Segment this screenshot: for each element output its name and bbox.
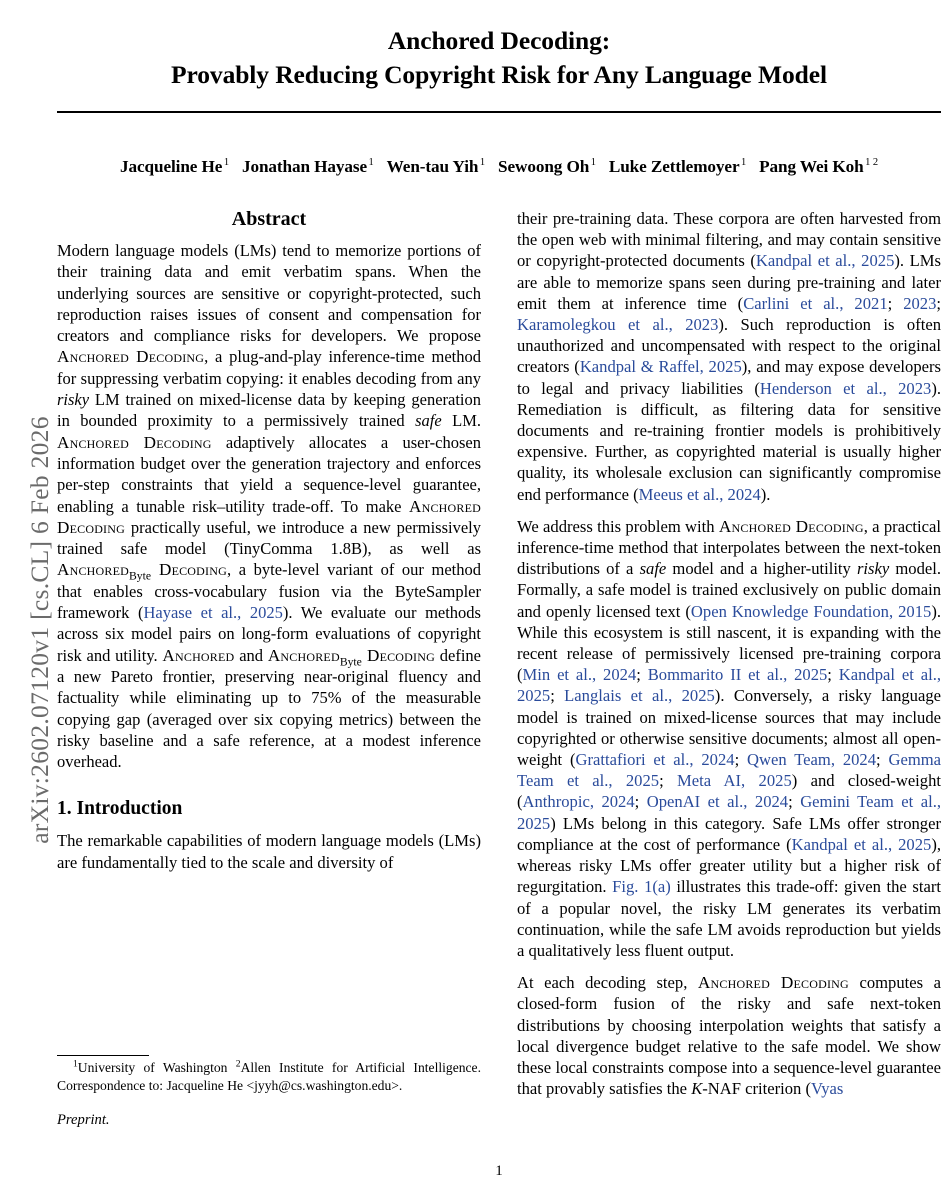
abstract-text: Modern language models (LMs) tend to memorize portions of their training data and emit verbatim spans. When the underlying sources are sensitive or copyright-protected, such reproduction raises issues of consent and compensation for creators and compliance risks for developers. We propose xyxy=(57,241,481,346)
right-column xyxy=(517,208,941,1168)
paper-title-line-1: Anchored Decoding: xyxy=(387,26,611,55)
author-name: Jonathan Hayase xyxy=(241,157,368,176)
method-name-anchored-byte xyxy=(57,560,227,583)
author-entry xyxy=(498,157,596,176)
method-name-anchored: Anchored xyxy=(162,645,235,665)
footnote-divider xyxy=(57,1055,149,1056)
author-name: Pang Wei Koh xyxy=(759,157,864,176)
intro-text: ). Remediation is difficult, as filtering data for sensitive documents and re-training frontier models is prohibitively expensive. Further, as copyrighted material is usually higher quality, its wholesale exclusion can significantly compromise end performance ( xyxy=(517,378,941,504)
left-column xyxy=(57,208,481,1168)
footnote-mark-1: 1 xyxy=(73,1058,78,1070)
citation-link[interactable]: Vyas xyxy=(811,1079,844,1099)
intro-text: ; xyxy=(887,293,904,313)
citation-link[interactable]: Meeus et al., 2024 xyxy=(638,484,761,504)
abstract-heading: Abstract xyxy=(231,208,307,230)
author-affiliation-mark: 1 xyxy=(590,157,596,169)
intro-text: ; xyxy=(634,792,647,812)
method-name-anchored-decoding: Anchored Decoding xyxy=(57,496,481,537)
title-block xyxy=(57,0,941,113)
abstract-text: , a byte-level variant of our method that enables cross-vocabulary fusion via the ByteSampler framework ( xyxy=(57,560,481,623)
method-name-anchored-decoding: Anchored Decoding xyxy=(57,347,205,367)
citation-link[interactable]: Kandpal et al., 2025 xyxy=(791,834,932,854)
footnote-affiliation-1: University xyxy=(77,1060,136,1075)
abstract-text: practically useful, we introduce a new permissively trained safe model (TinyComma 1.8B), as well as xyxy=(57,517,481,559)
intro-text: ). xyxy=(760,484,771,504)
author-affiliation-mark: 1 xyxy=(479,157,486,169)
math-symbol-k: K xyxy=(691,1079,703,1099)
author-list xyxy=(57,157,941,177)
method-name-text: Anchored xyxy=(57,560,129,580)
intro-text: ). Such reproduction is often unauthorized and uncompensated with respect to the original creators ( xyxy=(517,315,941,377)
abstract-text: LM trained on mixed-license data by keeping generation in bounded proximity to a permissively trained xyxy=(57,390,481,431)
citation-link[interactable]: Langlais et al., 2025 xyxy=(564,686,715,706)
citation-link[interactable]: Henderson et al., 2023 xyxy=(759,378,932,398)
intro-text: their pre-training data. These corpora are often harvested from the open web with minimal filtering, and may contain sensitive or copyright-protected documents ( xyxy=(517,209,941,271)
method-name-anchored-decoding: Anchored Decoding xyxy=(697,973,849,993)
footnote-mark-2: 2 xyxy=(235,1058,241,1070)
intro-text: The remarkable capabilities of modern language models (LMs) are fundamentally tied to the scale and diversity of xyxy=(57,831,481,872)
intro-text: ). Conversely, a risky language model is trained on mixed-license sources that may include copyrighted or otherwise sensitive documents; almost all open-weight ( xyxy=(517,686,941,770)
section-heading-introduction: 1. Introduction xyxy=(57,798,183,820)
abstract-paragraph xyxy=(57,240,481,772)
method-name-text: Anchored xyxy=(267,645,340,665)
author-name: Wen-tau Yih xyxy=(386,157,479,176)
intro-paragraph-1 xyxy=(57,830,481,872)
arxiv-stamp xyxy=(0,0,58,1200)
intro-text: model. Formally, a safe model is trained exclusively on public domain and openly licensed text ( xyxy=(517,559,941,621)
citation-link[interactable]: Bommarito II et al., 2025 xyxy=(647,665,828,685)
citation-link[interactable]: Kandpal et al., 2025 xyxy=(755,251,895,271)
footnote-block xyxy=(57,1055,481,1129)
citation-link[interactable]: Gemma Team et al., 2025 xyxy=(517,750,941,791)
citation-link[interactable]: Carlini et al., 2021 xyxy=(743,293,888,313)
figure-reference-link[interactable]: Fig. 1(a) xyxy=(612,877,671,897)
author-name: Luke Zettlemoyer xyxy=(608,157,740,176)
paper-title-line-2: Provably Reducing Copyright Risk for Any Language Model xyxy=(171,60,827,89)
abstract-text: adaptively allocates a user-chosen information budget over the generation trajectory and enforces per-step constraints that yield a sequence-level guarantee, enabling a tunable risk–utility trade-off. To make xyxy=(57,432,481,516)
intro-text: ). While this ecosystem is still nascent, it is expanding with the recent release of permissively licensed pre-training corpora ( xyxy=(517,601,941,685)
intro-text: ). LMs are able to memorize spans seen during pre-training and later emit them at inference time ( xyxy=(517,251,941,313)
term-risky: risky xyxy=(856,559,890,579)
intro-text: illustrates this trade-off: given the start of a popular novel, the risky LM generates its verbatim continuation, while the safe LM avoids reproduction but yields a qualitatively less fluent output. xyxy=(517,877,941,960)
intro-text: -NAF criterion ( xyxy=(702,1079,812,1099)
abstract-text: define a new Pareto frontier, preserving near-original fluency and factuality while eliminating up to 75% of the measurable copying gap (averaged over six copying metrics) between the risky baseline and a safe reference, at a modest inference overhead. xyxy=(57,645,481,772)
intro-text: ; xyxy=(827,665,839,685)
intro-text: ; xyxy=(788,792,801,812)
author-name: Sewoong Oh xyxy=(498,157,590,176)
intro-text: We address this problem with xyxy=(517,516,719,536)
byte-subscript: Byte xyxy=(129,569,152,583)
citation-link[interactable]: Hayase et al., 2025 xyxy=(143,603,283,623)
author-entry xyxy=(120,157,229,176)
method-name-text: Decoding xyxy=(361,645,435,665)
footnote-text-segment: of Washington xyxy=(135,1060,236,1075)
method-name-text: Decoding xyxy=(151,560,227,580)
intro-text: At each decoding step, xyxy=(517,973,698,993)
footnote-text xyxy=(57,1059,481,1094)
citation-link[interactable]: Qwen Team, 2024 xyxy=(747,750,877,770)
citation-link[interactable]: Meta AI, 2025 xyxy=(677,771,792,791)
citation-link[interactable]: OpenAI et al., 2024 xyxy=(646,792,789,812)
author-entry xyxy=(242,157,374,176)
body-columns xyxy=(57,208,941,1168)
arxiv-stamp-text: arXiv:2602.07120v1 [cs.CL] 6 Feb 2026 xyxy=(25,416,54,844)
citation-link[interactable]: Anthropic, 2024 xyxy=(522,792,635,812)
intro-text: ) LMs belong in this category. Safe LMs offer stronger compliance at the cost of performance ( xyxy=(517,813,941,854)
author-affiliation-mark: 1 2 xyxy=(865,157,878,169)
intro-text: ; xyxy=(636,665,648,685)
method-name-anchored-decoding: Anchored Decoding xyxy=(718,516,864,536)
intro-text: ; xyxy=(876,750,889,770)
author-entry xyxy=(387,157,485,176)
paper-page xyxy=(57,0,941,1200)
intro-paragraph-1-continued xyxy=(517,208,941,505)
footnote-affiliation-2: Allen Institute for Artificial Intelligence. Correspondence to: Jacqueline He <jyyh@cs.washington.edu>. xyxy=(57,1060,481,1093)
intro-text: ), whereas risky LMs offer greater utility but a higher risk of regurgitation. xyxy=(517,834,941,897)
abstract-text: , a plug-and-play inference-time method for suppressing verbatim copying: it enables decoding from any xyxy=(57,347,481,388)
intro-text: ; xyxy=(936,293,941,313)
intro-text: ) and closed-weight ( xyxy=(517,771,941,812)
intro-text: ; xyxy=(550,686,565,706)
method-name-anchored-byte xyxy=(267,645,435,669)
citation-link[interactable]: Min et al., 2024 xyxy=(522,665,637,685)
citation-link[interactable]: Open Knowledge Foundation, 2015 xyxy=(690,601,932,621)
citation-link[interactable]: 2023 xyxy=(903,293,937,313)
author-entry xyxy=(609,157,746,176)
author-affiliation-mark: 1 xyxy=(368,157,374,169)
citation-link[interactable]: Grattafiori et al., 2024 xyxy=(575,750,735,770)
preprint-label: Preprint. xyxy=(57,1112,110,1129)
citation-link[interactable]: Kandpal & Raffel, 2025 xyxy=(579,357,742,377)
term-safe: safe xyxy=(639,559,667,579)
citation-link[interactable]: Gemini Team et al., 2025 xyxy=(517,792,941,833)
abstract-text: ). We evaluate our methods across six model pairs on long-form evaluations of copyright risk and utility. xyxy=(57,603,481,665)
page-number: 1 xyxy=(495,1163,503,1179)
intro-paragraph-3 xyxy=(517,972,941,1099)
method-name-anchored-decoding: Anchored Decoding xyxy=(57,432,212,452)
author-name: Jacqueline He xyxy=(120,157,223,176)
abstract-text: LM. xyxy=(441,411,481,431)
title-divider xyxy=(57,111,941,113)
intro-text: ; xyxy=(659,771,678,791)
term-safe: safe xyxy=(415,411,442,431)
author-affiliation-mark: 1 xyxy=(223,157,229,169)
intro-text: model and a higher-utility xyxy=(666,559,857,579)
abstract-text: and xyxy=(234,645,268,665)
intro-paragraph-2 xyxy=(517,516,941,961)
author-affiliation-mark: 1 xyxy=(740,157,747,169)
intro-text: ; xyxy=(734,750,748,770)
citation-link[interactable]: Karamolegkou et al., 2023 xyxy=(517,315,719,335)
intro-text: , a practical inference-time method that interpolates between the next-token distributions of a xyxy=(517,516,941,579)
author-entry xyxy=(759,157,878,176)
intro-text: computes a closed-form fusion of the risky and safe next-token distributions by choosing interpolation weights that satisfy a local divergence budget relative to the safe model. We show these local constraints compose into a sequence-level guarantee that provably satisfies the xyxy=(517,973,941,1099)
byte-subscript: Byte xyxy=(339,655,362,669)
citation-link[interactable]: Kandpal et al., 2025 xyxy=(517,665,941,706)
intro-text: ), and may expose developers to legal and privacy liabilities ( xyxy=(517,357,941,398)
term-risky: risky xyxy=(57,390,90,410)
